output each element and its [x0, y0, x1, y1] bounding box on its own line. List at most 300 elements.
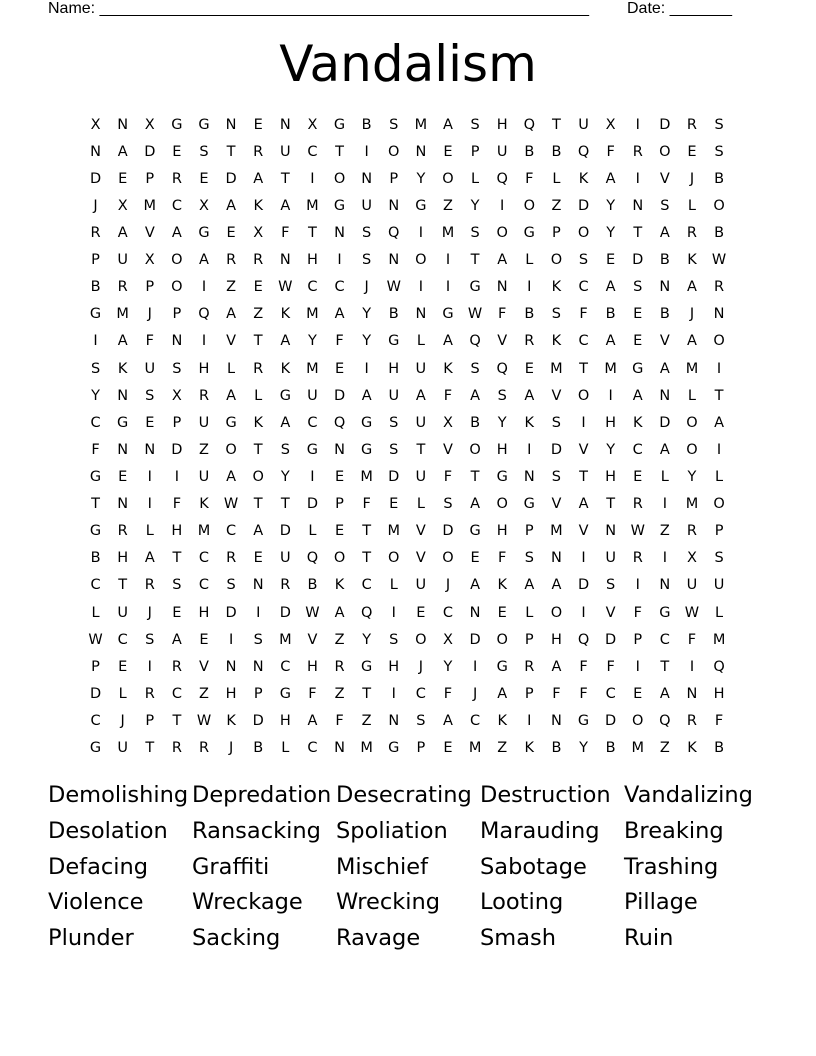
grid-letter: E — [633, 306, 643, 323]
grid-letter: A — [253, 170, 264, 187]
grid-letter: K — [334, 577, 345, 594]
grid-letter: U — [415, 468, 427, 485]
grid-letter: T — [253, 333, 263, 350]
grid-letter: G — [198, 116, 210, 133]
grid-letter: I — [527, 441, 532, 458]
grid-letter: N — [361, 170, 373, 187]
grid-letter: L — [91, 604, 100, 621]
grid-letter: I — [201, 279, 207, 296]
grid-letter: K — [551, 279, 562, 296]
grid-letter: P — [91, 252, 100, 269]
grid-letter: U — [117, 740, 128, 757]
grid-letter: J — [445, 577, 451, 594]
grid-letter: D — [605, 631, 617, 648]
grid-letter: U — [415, 360, 427, 377]
grid-letter: P — [389, 170, 399, 187]
grid-letter: S — [633, 279, 643, 296]
grid-letter: E — [253, 279, 263, 296]
grid-letter: F — [91, 441, 100, 458]
grid-letter: C — [90, 414, 101, 431]
grid-letter: A — [253, 523, 264, 540]
grid-letter: O — [577, 387, 590, 404]
word-list-item: Ransacking — [192, 817, 321, 844]
grid-letter: F — [335, 712, 344, 729]
grid-letter: R — [686, 712, 697, 729]
grid-letter: Y — [470, 197, 480, 214]
grid-letter: R — [226, 252, 237, 269]
grid-letter: F — [443, 387, 453, 404]
grid-letter: I — [418, 224, 423, 241]
grid-letter: R — [171, 170, 182, 187]
grid-letter: Q — [496, 360, 508, 377]
grid-letter: O — [333, 550, 346, 567]
grid-letter: X — [686, 550, 697, 567]
grid-letter: F — [498, 306, 507, 323]
grid-letter: V — [659, 170, 670, 187]
grid-letter: N — [279, 116, 291, 133]
grid-letter: D — [333, 387, 346, 404]
grid-letter: S — [280, 441, 290, 458]
grid-letter: O — [415, 252, 427, 269]
grid-letter: M — [306, 360, 319, 377]
grid-letter: P — [552, 224, 561, 241]
grid-letter: A — [334, 306, 345, 323]
grid-letter: Z — [551, 197, 562, 214]
grid-letter: H — [605, 468, 617, 485]
grid-letter: B — [605, 306, 616, 323]
grid-letter: R — [632, 143, 643, 160]
grid-letter: F — [308, 685, 317, 702]
grid-letter: L — [254, 387, 263, 404]
grid-letter: F — [579, 658, 588, 675]
grid-letter: C — [334, 279, 345, 296]
grid-letter: L — [525, 604, 534, 621]
grid-letter: N — [550, 550, 562, 567]
grid-letter: W — [278, 279, 293, 296]
grid-letter: D — [550, 441, 562, 458]
grid-letter: A — [578, 496, 589, 513]
grid-letter: B — [253, 740, 264, 757]
grid-letter: I — [527, 712, 532, 729]
grid-letter: S — [443, 496, 453, 513]
grid-letter: C — [361, 577, 372, 594]
grid-letter: S — [199, 143, 209, 160]
grid-letter: V — [578, 523, 589, 540]
grid-letter: F — [606, 143, 615, 160]
grid-letter: D — [306, 496, 319, 513]
grid-letter: R — [253, 143, 264, 160]
grid-letter: F — [443, 685, 453, 702]
grid-letter: Z — [334, 685, 345, 702]
grid-letter: V — [226, 333, 237, 350]
grid-letter: P — [416, 740, 426, 757]
grid-letter: F — [579, 306, 588, 323]
grid-letter: I — [581, 414, 586, 431]
grid-letter: P — [633, 631, 643, 648]
grid-letter: F — [687, 631, 697, 648]
grid-letter: G — [306, 441, 319, 458]
grid-letter: F — [281, 224, 290, 241]
grid-letter: O — [550, 252, 563, 269]
grid-letter: V — [551, 387, 562, 404]
grid-letter: G — [225, 414, 237, 431]
grid-letter: U — [388, 387, 400, 404]
grid-letter: J — [228, 740, 234, 757]
grid-letter: R — [686, 224, 697, 241]
grid-letter: T — [145, 740, 155, 757]
grid-letter: F — [633, 604, 642, 621]
grid-letter: E — [633, 685, 643, 702]
grid-letter: I — [93, 333, 98, 350]
grid-letter: L — [471, 170, 480, 187]
grid-letter: E — [633, 468, 643, 485]
grid-letter: A — [714, 414, 725, 431]
grid-letter: F — [552, 685, 561, 702]
grid-letter: R — [686, 116, 697, 133]
grid-letter: Y — [497, 414, 507, 431]
grid-letter: T — [280, 496, 290, 513]
grid-letter: U — [117, 604, 128, 621]
grid-letter: R — [686, 523, 697, 540]
grid-letter: Z — [199, 441, 209, 458]
grid-letter: U — [280, 143, 291, 160]
grid-letter: S — [145, 631, 155, 648]
grid-letter: S — [714, 143, 724, 160]
grid-letter: U — [415, 577, 427, 594]
grid-letter: I — [445, 279, 451, 296]
grid-letter: B — [388, 306, 399, 323]
grid-letter: W — [88, 631, 103, 648]
grid-letter: D — [659, 414, 671, 431]
grid-letter: Q — [333, 414, 346, 431]
grid-letter: D — [577, 197, 590, 214]
grid-letter: J — [147, 604, 152, 621]
grid-letter: R — [144, 577, 155, 594]
grid-letter: E — [226, 224, 236, 241]
grid-letter: R — [144, 685, 155, 702]
grid-letter: N — [252, 658, 264, 675]
grid-letter: O — [469, 441, 481, 458]
word-list-item: Destruction — [480, 782, 611, 808]
grid-letter: I — [364, 143, 369, 160]
grid-letter: K — [280, 306, 291, 323]
grid-letter: D — [577, 577, 590, 594]
grid-letter: S — [578, 252, 589, 269]
word-list-item: Demolishing — [48, 782, 189, 808]
grid-letter: M — [143, 197, 157, 214]
grid-letter: G — [89, 740, 102, 757]
grid-letter: U — [496, 143, 508, 160]
grid-letter: N — [388, 252, 400, 269]
grid-letter: Z — [443, 197, 453, 214]
grid-letter: T — [470, 252, 480, 269]
grid-letter: R — [334, 658, 345, 675]
grid-letter: T — [253, 441, 263, 458]
grid-letter: N — [117, 116, 129, 133]
grid-letter: F — [525, 170, 534, 187]
grid-letter: G — [361, 441, 373, 458]
word-list-item: Depredation — [192, 782, 332, 808]
grid-letter: A — [171, 224, 182, 241]
grid-letter: Y — [443, 658, 453, 675]
grid-letter: P — [145, 279, 155, 296]
grid-letter: N — [117, 387, 129, 404]
grid-letter: J — [689, 306, 695, 323]
grid-letter: I — [472, 658, 478, 675]
grid-letter: A — [659, 224, 670, 241]
grid-letter: P — [145, 712, 155, 729]
grid-letter: V — [578, 441, 589, 458]
grid-letter: D — [388, 468, 400, 485]
grid-letter: S — [172, 577, 182, 594]
grid-letter: J — [120, 712, 125, 729]
grid-letter: A — [226, 387, 237, 404]
grid-letter: L — [416, 333, 425, 350]
grid-letter: G — [415, 197, 427, 214]
grid-letter: G — [89, 468, 102, 485]
grid-letter: A — [226, 306, 237, 323]
grid-letter: M — [441, 224, 455, 241]
grid-letter: N — [388, 197, 400, 214]
grid-letter: Q — [523, 116, 536, 133]
grid-letter: M — [550, 523, 563, 540]
grid-letter: W — [223, 496, 239, 513]
grid-letter: A — [687, 333, 697, 350]
grid-letter: L — [145, 523, 154, 540]
grid-letter: H — [550, 631, 562, 648]
grid-letter: Y — [280, 468, 290, 485]
grid-letter: A — [361, 387, 372, 404]
grid-letter: S — [389, 116, 399, 133]
grid-letter: U — [713, 577, 725, 594]
grid-letter: G — [388, 333, 400, 350]
grid-letter: T — [172, 712, 182, 729]
grid-letter: K — [199, 496, 209, 513]
grid-letter: Q — [496, 170, 508, 187]
grid-letter: O — [686, 414, 698, 431]
grid-letter: O — [713, 496, 725, 513]
grid-letter: S — [362, 224, 372, 241]
grid-letter: O — [225, 441, 237, 458]
grid-letter: C — [470, 712, 481, 729]
grid-letter: V — [497, 333, 508, 350]
grid-letter: W — [305, 604, 320, 621]
grid-letter: I — [581, 604, 586, 621]
grid-letter: C — [442, 604, 454, 621]
grid-letter: Z — [199, 685, 209, 702]
grid-letter: C — [90, 712, 101, 729]
grid-letter: X — [171, 387, 182, 404]
grid-letter: H — [605, 414, 617, 431]
grid-letter: N — [171, 333, 183, 350]
grid-letter: E — [470, 550, 480, 567]
grid-letter: K — [551, 333, 562, 350]
grid-letter: A — [117, 143, 128, 160]
grid-letter: I — [662, 496, 667, 513]
grid-letter: H — [713, 685, 725, 702]
grid-letter: B — [714, 224, 725, 241]
grid-letter: A — [117, 224, 128, 241]
grid-letter: A — [470, 496, 481, 513]
grid-letter: H — [117, 550, 129, 567]
grid-letter: V — [551, 496, 562, 513]
grid-letter: L — [660, 468, 669, 485]
grid-letter: F — [335, 333, 344, 350]
grid-letter: C — [280, 658, 291, 675]
grid-letter: O — [388, 550, 400, 567]
grid-letter: G — [117, 414, 129, 431]
grid-letter: Z — [253, 306, 264, 323]
grid-letter: E — [416, 604, 426, 621]
grid-letter: Z — [226, 279, 237, 296]
grid-letter: T — [280, 170, 290, 187]
grid-letter: P — [470, 143, 480, 160]
grid-letter: U — [144, 360, 156, 377]
grid-letter: C — [307, 143, 318, 160]
grid-letter: S — [470, 360, 480, 377]
grid-letter: F — [443, 468, 453, 485]
grid-letter: W — [467, 306, 483, 323]
grid-letter: S — [172, 360, 182, 377]
grid-letter: U — [198, 468, 210, 485]
grid-letter: O — [252, 468, 264, 485]
grid-letter: I — [256, 604, 261, 621]
grid-letter: T — [118, 577, 128, 594]
grid-letter: I — [364, 360, 369, 377]
grid-letter: I — [391, 604, 396, 621]
grid-letter: B — [714, 740, 725, 757]
word-list-item: Graffiti — [192, 853, 270, 880]
grid-letter: T — [606, 496, 616, 513]
grid-letter: E — [199, 631, 209, 648]
grid-letter: I — [716, 360, 722, 377]
grid-letter: V — [415, 523, 426, 540]
grid-letter: N — [144, 441, 156, 458]
grid-letter: A — [334, 604, 345, 621]
grid-letter: Y — [362, 333, 372, 350]
grid-letter: G — [279, 387, 291, 404]
grid-letter: C — [226, 523, 237, 540]
grid-letter: K — [687, 740, 697, 757]
grid-letter: G — [496, 468, 508, 485]
grid-letter: A — [497, 252, 508, 269]
grid-letter: A — [226, 197, 237, 214]
grid-letter: H — [496, 523, 508, 540]
grid-letter: D — [632, 252, 644, 269]
grid-letter: W — [386, 279, 401, 296]
grid-letter: F — [498, 550, 507, 567]
grid-letter: G — [496, 658, 508, 675]
grid-letter: M — [360, 468, 373, 485]
grid-letter: J — [418, 658, 423, 675]
grid-letter: X — [253, 224, 264, 241]
grid-letter: D — [252, 712, 264, 729]
grid-letter: O — [388, 143, 400, 160]
grid-letter: S — [90, 360, 101, 377]
grid-letter: P — [524, 685, 534, 702]
grid-letter: O — [550, 604, 563, 621]
word-list-item: Violence — [48, 889, 144, 916]
grid-letter: N — [334, 224, 345, 241]
grid-letter: E — [389, 496, 399, 513]
grid-letter: O — [496, 631, 508, 648]
grid-letter: R — [171, 740, 182, 757]
grid-letter: B — [551, 143, 562, 160]
grid-letter: M — [685, 360, 699, 377]
word-list-item: Breaking — [624, 817, 724, 844]
grid-letter: E — [199, 170, 209, 187]
grid-letter: D — [279, 604, 291, 621]
grid-letter: G — [523, 496, 535, 513]
date-field-label: Date: _______ — [627, 0, 732, 17]
grid-letter: H — [198, 604, 210, 621]
grid-letter: A — [117, 333, 128, 350]
grid-letter: E — [524, 360, 534, 377]
grid-letter: S — [389, 414, 399, 431]
grid-letter: A — [443, 333, 453, 350]
grid-letter: O — [442, 550, 454, 567]
grid-letter: N — [388, 712, 400, 729]
grid-letter: J — [472, 685, 478, 702]
grid-letter: A — [551, 577, 562, 594]
grid-letter: K — [253, 197, 263, 214]
grid-letter: H — [496, 116, 508, 133]
grid-letter: F — [606, 658, 615, 675]
grid-letter: I — [445, 252, 451, 269]
grid-letter: A — [659, 360, 670, 377]
grid-letter: R — [226, 550, 237, 567]
grid-letter: K — [497, 577, 507, 594]
grid-letter: T — [633, 224, 643, 241]
grid-letter: R — [632, 496, 643, 513]
grid-letter: P — [172, 414, 182, 431]
grid-letter: K — [578, 170, 589, 187]
grid-letter: S — [416, 712, 426, 729]
grid-letter: H — [388, 360, 400, 377]
grid-letter: N — [225, 658, 237, 675]
grid-letter: K — [632, 414, 643, 431]
word-list-item: Smash — [480, 925, 556, 952]
grid-letter: E — [172, 143, 182, 160]
grid-letter: C — [171, 685, 182, 702]
grid-letter: Y — [606, 224, 616, 241]
grid-letter: F — [145, 333, 154, 350]
grid-letter: H — [306, 658, 318, 675]
grid-letter: N — [469, 604, 481, 621]
grid-letter: A — [280, 197, 291, 214]
word-list-item: Ravage — [336, 925, 421, 952]
grid-letter: H — [279, 712, 291, 729]
grid-letter: K — [524, 740, 535, 757]
grid-letter: A — [605, 170, 616, 187]
word-list-item: Ruin — [624, 925, 674, 952]
grid-letter: A — [144, 550, 155, 567]
grid-letter: M — [306, 306, 319, 323]
grid-letter: M — [387, 523, 401, 540]
puzzle-title: Vandalism — [279, 35, 537, 93]
grid-letter: W — [196, 712, 212, 729]
grid-letter: J — [93, 197, 98, 214]
grid-letter: M — [604, 360, 617, 377]
grid-letter: L — [715, 604, 724, 621]
grid-letter: E — [118, 468, 128, 485]
grid-letter: G — [442, 306, 454, 323]
grid-letter: Y — [362, 306, 372, 323]
grid-letter: O — [632, 712, 644, 729]
grid-letter: I — [310, 170, 315, 187]
grid-letter: H — [171, 523, 183, 540]
grid-letter: P — [714, 523, 724, 540]
